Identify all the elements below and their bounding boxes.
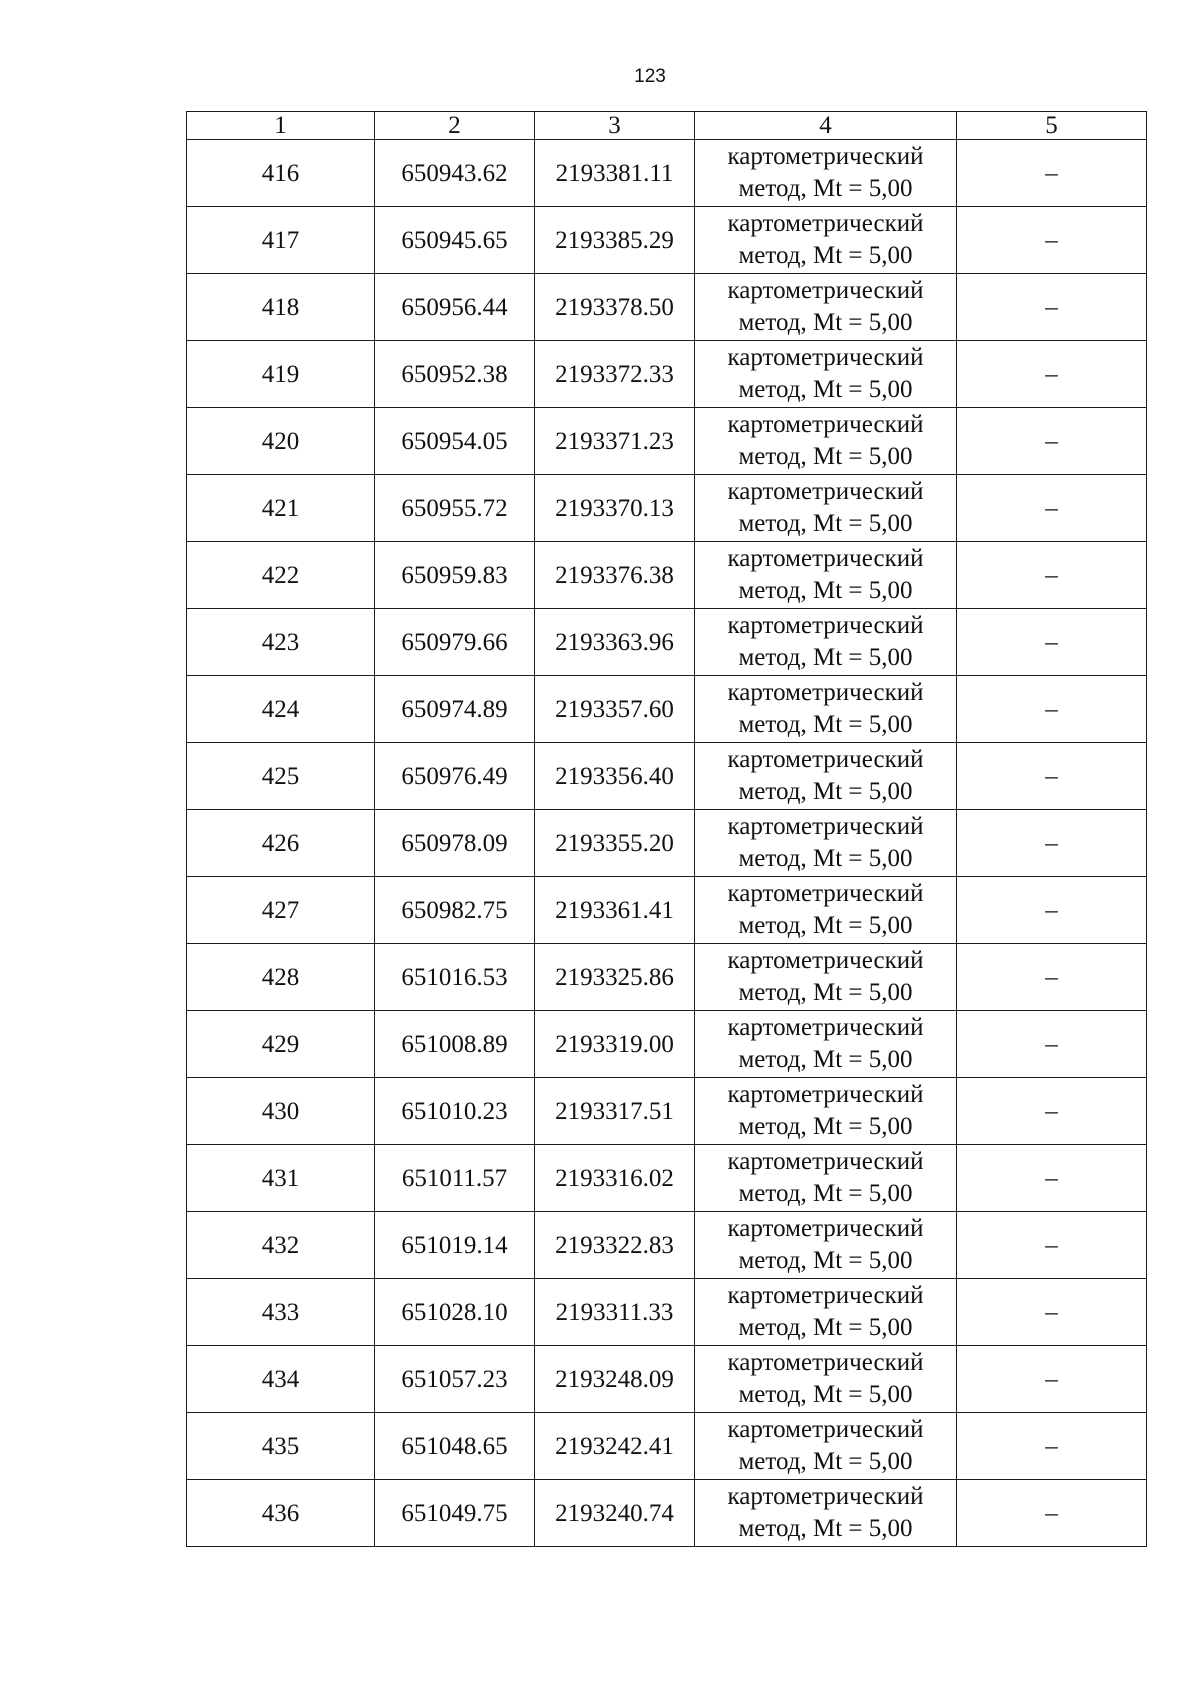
- x-coordinate-cell: 651011.57: [375, 1145, 535, 1212]
- column-header-4: 4: [695, 112, 957, 140]
- method-cell: [695, 1011, 957, 1078]
- method-line-1: картометрический: [727, 679, 924, 706]
- y-coordinate-cell: 2193311.33: [535, 1279, 695, 1346]
- y-coordinate-cell: 2193240.74: [535, 1480, 695, 1547]
- x-coordinate-cell: 650979.66: [375, 609, 535, 676]
- point-number-cell: 431: [187, 1145, 375, 1212]
- y-coordinate-cell: 2193376.38: [535, 542, 695, 609]
- table-row: [187, 1212, 1147, 1279]
- x-coordinate-cell: 651016.53: [375, 944, 535, 1011]
- note-cell: –: [957, 944, 1147, 1011]
- point-number-cell: 419: [187, 341, 375, 408]
- table-row: [187, 944, 1147, 1011]
- y-coordinate-cell: 2193325.86: [535, 944, 695, 1011]
- method-line-1: картометрический: [727, 880, 924, 907]
- method-cell: [695, 676, 957, 743]
- method-line-1: картометрический: [727, 344, 924, 371]
- y-coordinate-cell: 2193372.33: [535, 341, 695, 408]
- point-number-cell: 417: [187, 207, 375, 274]
- y-coordinate-cell: 2193356.40: [535, 743, 695, 810]
- method-line-2: метод, Mt = 5,00: [738, 1515, 913, 1542]
- y-coordinate-cell: 2193378.50: [535, 274, 695, 341]
- table-row: [187, 810, 1147, 877]
- method-line-2: метод, Mt = 5,00: [738, 443, 913, 470]
- table-row: [187, 1011, 1147, 1078]
- note-cell: –: [957, 609, 1147, 676]
- method-line-2: метод, Mt = 5,00: [738, 1448, 913, 1475]
- table-row: [187, 676, 1147, 743]
- x-coordinate-cell: 650974.89: [375, 676, 535, 743]
- method-line-2: метод, Mt = 5,00: [738, 1180, 913, 1207]
- y-coordinate-cell: 2193363.96: [535, 609, 695, 676]
- y-coordinate-cell: 2193248.09: [535, 1346, 695, 1413]
- table-row: [187, 341, 1147, 408]
- table-row: [187, 475, 1147, 542]
- method-line-2: метод, Mt = 5,00: [738, 778, 913, 805]
- x-coordinate-cell: 650976.49: [375, 743, 535, 810]
- x-coordinate-cell: 650978.09: [375, 810, 535, 877]
- y-coordinate-cell: 2193370.13: [535, 475, 695, 542]
- method-cell: [695, 877, 957, 944]
- note-cell: –: [957, 1078, 1147, 1145]
- x-coordinate-cell: 651008.89: [375, 1011, 535, 1078]
- method-line-2: метод, Mt = 5,00: [738, 175, 913, 202]
- point-number-cell: 434: [187, 1346, 375, 1413]
- method-line-2: метод, Mt = 5,00: [738, 644, 913, 671]
- note-cell: –: [957, 1011, 1147, 1078]
- y-coordinate-cell: 2193355.20: [535, 810, 695, 877]
- x-coordinate-cell: 650959.83: [375, 542, 535, 609]
- y-coordinate-cell: 2193242.41: [535, 1413, 695, 1480]
- point-number-cell: 433: [187, 1279, 375, 1346]
- method-cell: [695, 1212, 957, 1279]
- point-number-cell: 430: [187, 1078, 375, 1145]
- method-cell: [695, 207, 957, 274]
- method-line-2: метод, Mt = 5,00: [738, 510, 913, 537]
- table-row: [187, 140, 1147, 207]
- column-header-3: 3: [535, 112, 695, 140]
- method-line-1: картометрический: [727, 545, 924, 572]
- table-header-row: [187, 112, 1147, 140]
- method-cell: [695, 475, 957, 542]
- point-number-cell: 432: [187, 1212, 375, 1279]
- note-cell: –: [957, 341, 1147, 408]
- method-cell: [695, 743, 957, 810]
- method-line-2: метод, Mt = 5,00: [738, 1046, 913, 1073]
- method-line-1: картометрический: [727, 1014, 924, 1041]
- table-row: [187, 1346, 1147, 1413]
- method-line-1: картометрический: [727, 210, 924, 237]
- table-row: [187, 274, 1147, 341]
- method-line-1: картометрический: [727, 947, 924, 974]
- point-number-cell: 422: [187, 542, 375, 609]
- method-cell: [695, 1480, 957, 1547]
- table-row: [187, 1480, 1147, 1547]
- table-row: [187, 609, 1147, 676]
- x-coordinate-cell: 650954.05: [375, 408, 535, 475]
- note-cell: –: [957, 676, 1147, 743]
- x-coordinate-cell: 650956.44: [375, 274, 535, 341]
- method-line-1: картометрический: [727, 1282, 924, 1309]
- coordinates-table: [186, 111, 1147, 1547]
- y-coordinate-cell: 2193371.23: [535, 408, 695, 475]
- method-cell: [695, 810, 957, 877]
- x-coordinate-cell: 651049.75: [375, 1480, 535, 1547]
- page-number: 123: [634, 66, 666, 87]
- method-line-2: метод, Mt = 5,00: [738, 1113, 913, 1140]
- table-body: [187, 140, 1147, 1547]
- method-line-2: метод, Mt = 5,00: [738, 979, 913, 1006]
- table-row: [187, 877, 1147, 944]
- note-cell: –: [957, 475, 1147, 542]
- method-line-1: картометрический: [727, 1483, 924, 1510]
- method-cell: [695, 1078, 957, 1145]
- method-cell: [695, 542, 957, 609]
- method-line-2: метод, Mt = 5,00: [738, 376, 913, 403]
- note-cell: –: [957, 810, 1147, 877]
- method-cell: [695, 1145, 957, 1212]
- table-row: [187, 408, 1147, 475]
- y-coordinate-cell: 2193316.02: [535, 1145, 695, 1212]
- note-cell: –: [957, 1279, 1147, 1346]
- method-line-2: метод, Mt = 5,00: [738, 242, 913, 269]
- method-line-1: картометрический: [727, 411, 924, 438]
- note-cell: –: [957, 1346, 1147, 1413]
- method-cell: [695, 341, 957, 408]
- method-cell: [695, 944, 957, 1011]
- y-coordinate-cell: 2193357.60: [535, 676, 695, 743]
- y-coordinate-cell: 2193317.51: [535, 1078, 695, 1145]
- x-coordinate-cell: 651048.65: [375, 1413, 535, 1480]
- x-coordinate-cell: 651019.14: [375, 1212, 535, 1279]
- x-coordinate-cell: 650982.75: [375, 877, 535, 944]
- method-line-2: метод, Mt = 5,00: [738, 711, 913, 738]
- point-number-cell: 435: [187, 1413, 375, 1480]
- method-line-1: картометрический: [727, 1148, 924, 1175]
- x-coordinate-cell: 650955.72: [375, 475, 535, 542]
- note-cell: –: [957, 542, 1147, 609]
- method-line-1: картометрический: [727, 612, 924, 639]
- method-line-2: метод, Mt = 5,00: [738, 1314, 913, 1341]
- note-cell: –: [957, 274, 1147, 341]
- note-cell: –: [957, 1413, 1147, 1480]
- table-row: [187, 1078, 1147, 1145]
- point-number-cell: 418: [187, 274, 375, 341]
- y-coordinate-cell: 2193319.00: [535, 1011, 695, 1078]
- method-line-1: картометрический: [727, 1215, 924, 1242]
- method-cell: [695, 609, 957, 676]
- method-line-1: картометрический: [727, 277, 924, 304]
- table-row: [187, 542, 1147, 609]
- method-cell: [695, 274, 957, 341]
- y-coordinate-cell: 2193385.29: [535, 207, 695, 274]
- x-coordinate-cell: 650952.38: [375, 341, 535, 408]
- method-line-2: метод, Mt = 5,00: [738, 912, 913, 939]
- column-header-2: 2: [375, 112, 535, 140]
- table-row: [187, 743, 1147, 810]
- x-coordinate-cell: 651028.10: [375, 1279, 535, 1346]
- table-row: [187, 207, 1147, 274]
- point-number-cell: 427: [187, 877, 375, 944]
- method-line-1: картометрический: [727, 813, 924, 840]
- method-line-2: метод, Mt = 5,00: [738, 845, 913, 872]
- point-number-cell: 436: [187, 1480, 375, 1547]
- table-row: [187, 1413, 1147, 1480]
- table-row: [187, 1279, 1147, 1346]
- method-line-1: картометрический: [727, 1349, 924, 1376]
- point-number-cell: 420: [187, 408, 375, 475]
- method-cell: [695, 408, 957, 475]
- point-number-cell: 426: [187, 810, 375, 877]
- note-cell: –: [957, 408, 1147, 475]
- column-header-5: 5: [957, 112, 1147, 140]
- method-line-1: картометрический: [727, 478, 924, 505]
- x-coordinate-cell: 651010.23: [375, 1078, 535, 1145]
- method-line-1: картометрический: [727, 1416, 924, 1443]
- method-line-1: картометрический: [727, 1081, 924, 1108]
- point-number-cell: 425: [187, 743, 375, 810]
- x-coordinate-cell: 651057.23: [375, 1346, 535, 1413]
- note-cell: –: [957, 140, 1147, 207]
- method-line-2: метод, Mt = 5,00: [738, 1381, 913, 1408]
- point-number-cell: 416: [187, 140, 375, 207]
- method-cell: [695, 1346, 957, 1413]
- method-cell: [695, 1413, 957, 1480]
- method-line-1: картометрический: [727, 143, 924, 170]
- note-cell: –: [957, 1480, 1147, 1547]
- point-number-cell: 429: [187, 1011, 375, 1078]
- x-coordinate-cell: 650945.65: [375, 207, 535, 274]
- point-number-cell: 423: [187, 609, 375, 676]
- method-line-2: метод, Mt = 5,00: [738, 577, 913, 604]
- note-cell: –: [957, 207, 1147, 274]
- note-cell: –: [957, 1212, 1147, 1279]
- column-header-1: 1: [187, 112, 375, 140]
- y-coordinate-cell: 2193381.11: [535, 140, 695, 207]
- method-line-2: метод, Mt = 5,00: [738, 1247, 913, 1274]
- method-line-2: метод, Mt = 5,00: [738, 309, 913, 336]
- method-line-1: картометрический: [727, 746, 924, 773]
- y-coordinate-cell: 2193322.83: [535, 1212, 695, 1279]
- method-cell: [695, 140, 957, 207]
- note-cell: –: [957, 743, 1147, 810]
- note-cell: –: [957, 877, 1147, 944]
- table-row: [187, 1145, 1147, 1212]
- note-cell: –: [957, 1145, 1147, 1212]
- y-coordinate-cell: 2193361.41: [535, 877, 695, 944]
- x-coordinate-cell: 650943.62: [375, 140, 535, 207]
- point-number-cell: 424: [187, 676, 375, 743]
- point-number-cell: 421: [187, 475, 375, 542]
- method-cell: [695, 1279, 957, 1346]
- point-number-cell: 428: [187, 944, 375, 1011]
